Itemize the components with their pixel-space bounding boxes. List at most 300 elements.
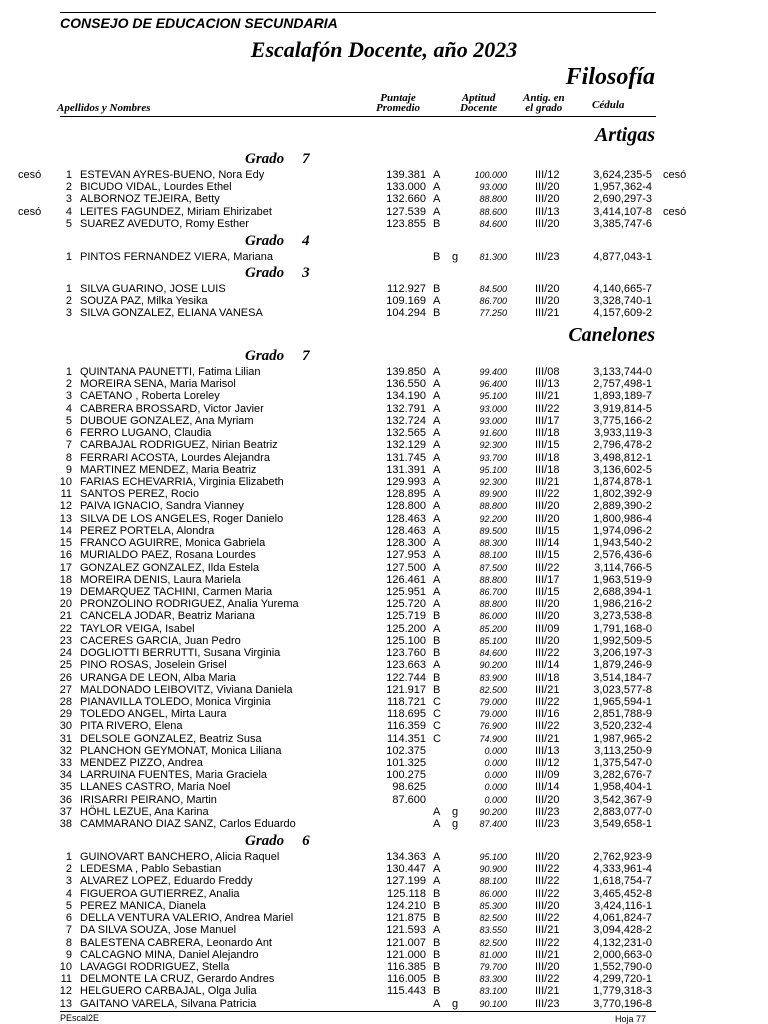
puntaje-promedio: 132.791	[386, 402, 426, 415]
cedula: 3,775,166-2	[593, 414, 652, 427]
aptitud-category: A	[433, 659, 441, 672]
teacher-name: SILVA DE LOS ANGELES, Roger Danielo	[80, 512, 284, 525]
aptitud-category: A	[433, 573, 441, 586]
puntaje-promedio: 128.895	[386, 488, 426, 501]
aptitud-category: A	[433, 295, 441, 308]
teacher-name: GONZALEZ GONZALEZ, Ilda Estela	[80, 561, 260, 574]
cedula: 1,974,096-2	[593, 524, 652, 537]
antiguedad-grado: III/08	[535, 366, 560, 378]
antiguedad-grado: III/22	[535, 912, 560, 925]
row-number: 38	[59, 818, 72, 831]
row-number: 7	[65, 924, 72, 937]
row-number: 33	[59, 757, 72, 770]
aptitud-category: B	[433, 634, 441, 647]
teacher-name: SOUZA PAZ, Milka Yesika	[80, 295, 208, 308]
teacher-name: PIANAVILLA TOLEDO, Monica Virginia	[80, 695, 271, 708]
cedula: 1,800,986-4	[593, 512, 652, 525]
cedula: 3,328,740-1	[593, 295, 652, 308]
teacher-name: CAETANO , Roberta Loreley	[80, 390, 220, 403]
aptitud-category: B	[433, 960, 441, 973]
header-rule	[60, 116, 656, 117]
aptitud-category: B	[433, 307, 441, 320]
table-row	[0, 708, 768, 720]
teacher-name: GUINOVART BANCHERO, Alicia Raquel	[80, 851, 280, 863]
aptitud-category: A	[433, 402, 441, 415]
cedula: 1,957,362-4	[593, 181, 652, 194]
teacher-name: DELLA VENTURA VALERIO, Andrea Mariel	[80, 912, 294, 925]
aptitud-docente: 95.100	[479, 391, 507, 402]
antiguedad-grado: III/21	[535, 307, 560, 320]
cedula: 3,414,107-8	[593, 205, 652, 218]
row-number: 31	[59, 732, 72, 745]
footer-code: PEscal2E	[60, 1013, 100, 1023]
row-number: 8	[65, 451, 72, 464]
aptitud-docente: 99.400	[479, 367, 507, 377]
antiguedad-grado: III/21	[535, 683, 560, 696]
table-row	[0, 806, 768, 818]
puntaje-promedio: 115.443	[387, 985, 426, 998]
aptitud-category: C	[433, 720, 441, 733]
antiguedad-grado: III/22	[535, 720, 560, 733]
row-number: 1	[65, 366, 72, 378]
row-number: 4	[65, 402, 72, 415]
aptitud-category: B	[433, 647, 441, 660]
aptitud-docente: 83.550	[479, 925, 507, 936]
aptitud-docente: 89.500	[479, 525, 507, 536]
puntaje-promedio: 128.800	[386, 500, 426, 513]
flag-mark: g	[452, 251, 459, 263]
teacher-name: DEMARQUEZ TACHINI, Carmen Maria	[80, 585, 273, 598]
antiguedad-grado: III/20	[535, 634, 560, 647]
row-number: 27	[59, 683, 72, 696]
puntaje-promedio: 121.593	[386, 924, 426, 937]
puntaje-promedio: 124.210	[386, 899, 426, 912]
row-number: 3	[65, 307, 72, 320]
antiguedad-grado: III/20	[535, 960, 560, 973]
aptitud-category: B	[433, 973, 441, 986]
grado-label: Grado	[245, 348, 285, 364]
row-number: 30	[59, 720, 72, 733]
aptitud-category: A	[433, 805, 441, 818]
table-row	[0, 464, 768, 476]
antiguedad-grado: III/21	[535, 924, 560, 937]
teacher-name: LAVAGGI RODRIGUEZ, Stella	[80, 960, 230, 973]
antiguedad-grado: III/12	[535, 169, 560, 181]
aptitud-docente: 0.000	[484, 794, 507, 805]
teacher-name: CANCELA JODAR, Beatriz Mariana	[80, 610, 255, 623]
teacher-name: CARBAJAL RODRIGUEZ, Nirian Beatriz	[80, 439, 278, 452]
antiguedad-grado: III/22	[535, 973, 560, 986]
row-number: 28	[59, 695, 72, 708]
table-row	[0, 998, 768, 1010]
puntaje-promedio: 121.917	[386, 683, 426, 696]
teacher-name: ALBORNOZ TEJEIRA, Betty	[80, 193, 220, 206]
aptitud-docente: 88.800	[479, 501, 507, 512]
aptitud-docente: 85.200	[479, 623, 507, 634]
puntaje-promedio: 134.363	[386, 851, 426, 863]
status-note-right: cesó	[663, 205, 687, 218]
puntaje-promedio: 132.565	[386, 427, 426, 440]
grado-header	[245, 151, 310, 168]
cedula: 3,520,232-4	[593, 720, 652, 733]
org-name: CONSEJO DE EDUCACION SECUNDARIA	[60, 15, 338, 31]
table-row	[0, 598, 768, 610]
aptitud-docente: 82.500	[479, 684, 507, 695]
aptitud-category: A	[433, 488, 441, 501]
table-row	[0, 193, 768, 205]
table-row	[0, 206, 768, 218]
antiguedad-grado: III/14	[535, 781, 560, 794]
grado-header	[245, 348, 310, 365]
col-header-aptitud-line2: Docente	[460, 102, 498, 114]
aptitud-category: B	[433, 217, 441, 230]
aptitud-category: A	[433, 366, 441, 378]
table-row	[0, 684, 768, 696]
aptitud-category: A	[433, 524, 441, 537]
aptitud-docente: 89.900	[479, 489, 507, 500]
puntaje-promedio: 132.129	[386, 439, 426, 452]
teacher-name: FERRO LUGANO, Claudia	[80, 427, 212, 440]
table-row	[0, 415, 768, 427]
flag-mark: g	[452, 805, 459, 818]
aptitud-category: A	[433, 451, 441, 464]
cedula: 2,889,390-2	[593, 500, 652, 513]
col-header-puntaje-line1: Puntaje	[380, 92, 416, 104]
table-row	[0, 623, 768, 635]
puntaje-promedio: 128.463	[386, 524, 426, 537]
row-number: 4	[65, 887, 72, 900]
table-row	[0, 537, 768, 549]
teacher-name: HELGUERO CARBAJAL, Olga Julia	[80, 985, 257, 998]
aptitud-docente: 0.000	[484, 770, 507, 781]
puntaje-promedio: 132.660	[386, 193, 426, 206]
aptitud-category: B	[433, 936, 441, 949]
teacher-name: TAYLOR VEIGA, Isabel	[80, 622, 195, 635]
aptitud-docente: 92.300	[479, 476, 507, 487]
department-title: Artigas	[594, 124, 655, 146]
table-row	[0, 900, 768, 912]
antiguedad-grado: III/17	[535, 573, 560, 586]
puntaje-promedio: 125.720	[386, 598, 426, 611]
aptitud-docente: 95.100	[479, 464, 507, 475]
row-number: 5	[65, 414, 72, 427]
aptitud-docente: 91.600	[479, 428, 507, 439]
row-number: 22	[59, 622, 72, 635]
row-number: 1	[65, 283, 72, 295]
antiguedad-grado: III/22	[535, 402, 560, 415]
antiguedad-grado: III/13	[535, 378, 560, 391]
puntaje-promedio: 133.000	[386, 181, 426, 194]
aptitud-docente: 90.200	[479, 806, 507, 817]
teacher-name: DELMONTE LA CRUZ, Gerardo Andres	[80, 973, 275, 986]
table-row	[0, 647, 768, 659]
row-number: 13	[59, 997, 72, 1010]
aptitud-docente: 79.700	[479, 961, 507, 972]
antiguedad-grado: III/21	[535, 985, 560, 998]
puntaje-promedio: 125.719	[386, 610, 426, 623]
row-number: 1	[65, 169, 72, 181]
aptitud-category: A	[433, 598, 441, 611]
table-row	[0, 586, 768, 598]
table-row	[0, 672, 768, 684]
puntaje-promedio: 127.199	[386, 875, 426, 888]
table-row	[0, 949, 768, 961]
row-number: 6	[65, 427, 72, 440]
page-title: Escalafón Docente, año 2023	[250, 37, 518, 62]
row-number: 9	[65, 948, 72, 961]
aptitud-docente: 93.000	[479, 403, 507, 414]
row-number: 15	[59, 537, 72, 550]
aptitud-docente: 85.100	[479, 635, 507, 646]
row-number: 2	[65, 295, 72, 308]
aptitud-docente: 92.200	[479, 513, 507, 524]
grado-header	[245, 833, 310, 850]
aptitud-category: C	[433, 708, 441, 721]
row-number: 25	[59, 659, 72, 672]
teacher-name: SILVA GONZALEZ, ELIANA VANESA	[80, 307, 263, 320]
aptitud-docente: 83.100	[479, 986, 507, 997]
footer-rule	[60, 1011, 656, 1012]
aptitud-category: A	[433, 193, 441, 206]
aptitud-category: A	[433, 863, 441, 876]
puntaje-promedio: 130.447	[386, 863, 426, 876]
aptitud-category: A	[433, 390, 441, 403]
teacher-name: FERRARI ACOSTA, Lourdes Alejandra	[80, 451, 270, 464]
antiguedad-grado: III/13	[535, 205, 560, 218]
teacher-name: BALESTENA CABRERA, Leonardo Ant	[80, 936, 272, 949]
teacher-name: ALVAREZ LOPEZ, Eduardo Freddy	[80, 875, 253, 888]
aptitud-category: A	[433, 924, 441, 937]
antiguedad-grado: III/20	[535, 610, 560, 623]
row-number: 32	[59, 744, 72, 757]
table-row	[0, 452, 768, 464]
cedula: 2,688,394-1	[593, 585, 652, 598]
row-number: 1	[65, 251, 72, 263]
aptitud-category: A	[433, 169, 441, 181]
table-row	[0, 696, 768, 708]
table-row	[0, 635, 768, 647]
table-row	[0, 251, 768, 263]
puntaje-promedio: 123.663	[386, 659, 426, 672]
teacher-name: QUINTANA PAUNETTI, Fatima Lilian	[80, 366, 261, 378]
aptitud-category: A	[433, 561, 441, 574]
teacher-name: MOREIRA SENA, Maria Marisol	[80, 378, 236, 391]
table-row	[0, 295, 768, 307]
row-number: 9	[65, 463, 72, 476]
grado-label: Grado	[245, 233, 285, 249]
antiguedad-grado: III/21	[535, 948, 560, 961]
aptitud-category: A	[433, 181, 441, 194]
puntaje-promedio: 123.760	[386, 647, 426, 660]
aptitud-docente: 93.000	[479, 415, 507, 426]
teacher-name: PLANCHON GEYMONAT, Monica Liliana	[80, 744, 282, 757]
table-row	[0, 169, 768, 181]
aptitud-category: A	[433, 414, 441, 427]
grado-label: Grado	[245, 265, 285, 281]
cedula: 4,061,824-7	[593, 912, 652, 925]
antiguedad-grado: III/18	[535, 451, 560, 464]
grado-label: Grado	[245, 151, 285, 167]
col-header-cedula: Cédula	[592, 99, 625, 111]
grado-header	[245, 265, 310, 282]
antiguedad-grado: III/20	[535, 598, 560, 611]
antiguedad-grado: III/20	[535, 899, 560, 912]
puntaje-promedio: 125.118	[387, 887, 426, 900]
cedula: 3,273,538-8	[593, 610, 652, 623]
cedula: 1,987,965-2	[593, 732, 652, 745]
puntaje-promedio: 132.724	[386, 414, 426, 427]
puntaje-promedio: 109.169	[386, 295, 426, 308]
cedula: 4,877,043-1	[593, 251, 652, 263]
aptitud-docente: 93.700	[479, 452, 507, 463]
row-number: 10	[59, 475, 72, 488]
aptitud-category: A	[433, 875, 441, 888]
teacher-name: MENDEZ PIZZO, Andrea	[80, 757, 203, 770]
antiguedad-grado: III/20	[535, 181, 560, 194]
aptitud-category: B	[433, 683, 441, 696]
col-header-puntaje	[376, 93, 420, 113]
flag-mark: g	[452, 997, 459, 1010]
teacher-name: DA SILVA SOUZA, Jose Manuel	[80, 924, 237, 937]
antiguedad-grado: III/22	[535, 647, 560, 660]
aptitud-category: A	[433, 851, 441, 863]
aptitud-docente: 82.500	[479, 913, 507, 924]
puntaje-promedio: 121.007	[386, 936, 426, 949]
antiguedad-grado: III/09	[535, 769, 560, 782]
puntaje-promedio: 116.385	[387, 960, 426, 973]
cedula: 1,963,519-9	[593, 573, 652, 586]
cedula: 1,375,547-0	[593, 757, 652, 770]
teacher-name: DELSOLE GONZALEZ, Beatriz Susa	[80, 732, 262, 745]
teacher-name: CACERES GARCIA, Juan Pedro	[80, 634, 241, 647]
aptitud-docente: 86.000	[479, 611, 507, 622]
antiguedad-grado: III/20	[535, 793, 560, 806]
antiguedad-grado: III/09	[535, 622, 560, 635]
cedula: 1,802,392-9	[593, 488, 652, 501]
status-note: cesó	[18, 169, 42, 181]
teacher-name: FARIAS ECHEVARRIA, Virginia Elizabeth	[80, 475, 284, 488]
aptitud-docente: 84.600	[479, 648, 507, 659]
aptitud-docente: 76.900	[479, 721, 507, 732]
puntaje-promedio: 104.294	[386, 307, 426, 320]
aptitud-category: A	[433, 205, 441, 218]
aptitud-docente: 88.800	[479, 194, 507, 205]
cedula: 2,576,436-6	[593, 549, 652, 562]
cedula: 3,624,235-5	[593, 169, 652, 181]
table-row	[0, 476, 768, 488]
row-number: 11	[60, 973, 72, 986]
teacher-name: SUAREZ AVEDUTO, Romy Esther	[80, 217, 249, 230]
row-number: 37	[59, 805, 72, 818]
cedula: 4,333,961-4	[593, 863, 652, 876]
aptitud-docente: 86.700	[479, 296, 507, 307]
teacher-name: MOREIRA DENIS, Laura Mariela	[80, 573, 241, 586]
cedula: 3,114,766-5	[594, 561, 652, 574]
table-row	[0, 924, 768, 936]
antiguedad-grado: III/22	[535, 695, 560, 708]
cedula: 1,943,540-2	[593, 537, 652, 550]
row-number: 34	[59, 769, 72, 782]
puntaje-promedio: 136.550	[386, 378, 426, 391]
row-number: 5	[65, 217, 72, 230]
puntaje-promedio: 127.953	[386, 549, 426, 562]
teacher-name: ESTEVAN AYRES-BUENO, Nora Edy	[80, 169, 265, 181]
puntaje-promedio: 87.600	[392, 793, 426, 806]
aptitud-docente: 74.900	[479, 733, 507, 744]
aptitud-category: A	[433, 463, 441, 476]
cedula: 3,282,676-7	[593, 769, 652, 782]
antiguedad-grado: III/21	[535, 475, 560, 488]
puntaje-promedio: 100.275	[386, 769, 426, 782]
cedula: 4,299,720-1	[593, 973, 652, 986]
teacher-name: SILVA GUARINO, JOSE LUIS	[80, 283, 226, 295]
cedula: 4,157,609-2	[593, 307, 652, 320]
antiguedad-grado: III/14	[535, 659, 560, 672]
aptitud-category: A	[433, 427, 441, 440]
puntaje-promedio: 121.000	[386, 948, 426, 961]
cedula: 2,757,498-1	[593, 378, 652, 391]
puntaje-promedio: 114.351	[387, 732, 426, 745]
table-row	[0, 794, 768, 806]
antiguedad-grado: III/23	[535, 997, 560, 1010]
col-header-antig-line2: el grado	[525, 102, 563, 114]
teacher-name: PINO ROSAS, Joselein Grisel	[80, 659, 227, 672]
aptitud-docente: 77.250	[479, 308, 507, 319]
antiguedad-grado: III/20	[535, 851, 560, 863]
table-row	[0, 875, 768, 887]
row-number: 3	[65, 193, 72, 206]
antiguedad-grado: III/20	[535, 193, 560, 206]
teacher-name: FRANCO AGUIRRE, Monica Gabriela	[80, 537, 266, 550]
table-row	[0, 757, 768, 769]
aptitud-category: B	[433, 985, 441, 998]
antiguedad-grado: III/15	[535, 549, 560, 562]
teacher-name: DOGLIOTTI BERRUTTI, Susana Virginia	[80, 647, 281, 660]
cedula: 1,618,754-7	[593, 875, 652, 888]
puntaje-promedio: 98.625	[392, 781, 426, 794]
teacher-name: LEITES FAGUNDEZ, Miriam Ehirizabet	[80, 205, 272, 218]
cedula: 1,874,878-1	[593, 475, 652, 488]
antiguedad-grado: III/15	[535, 439, 560, 452]
aptitud-docente: 87.400	[479, 819, 507, 830]
aptitud-category: A	[433, 622, 441, 635]
antiguedad-grado: III/21	[535, 732, 560, 745]
flag-mark: g	[452, 818, 459, 831]
aptitud-docente: 88.100	[479, 550, 507, 561]
aptitud-docente: 82.500	[479, 937, 507, 948]
cedula: 3,113,250-9	[594, 744, 652, 757]
puntaje-promedio: 134.190	[386, 390, 426, 403]
teacher-name: LEDESMA , Pablo Sebastian	[80, 863, 222, 876]
aptitud-docente: 79.000	[479, 696, 507, 707]
antiguedad-grado: III/12	[535, 757, 560, 770]
teacher-name: CALCAGNO MINA, Daniel Alejandro	[80, 948, 259, 961]
puntaje-promedio: 126.461	[386, 573, 426, 586]
table-row	[0, 912, 768, 924]
department-title: Canelones	[568, 324, 655, 346]
cedula: 1,958,404-1	[593, 781, 652, 794]
teacher-name: CABRERA BROSSARD, Victor Javier	[80, 402, 264, 415]
puntaje-promedio: 131.745	[386, 451, 426, 464]
status-note-right: cesó	[663, 169, 687, 181]
cedula: 1,552,790-0	[593, 960, 652, 973]
table-row	[0, 574, 768, 586]
aptitud-docente: 0.000	[484, 745, 507, 756]
antiguedad-grado: III/22	[535, 863, 560, 876]
antiguedad-grado: III/22	[535, 488, 560, 501]
row-number: 1	[65, 851, 72, 863]
col-header-puntaje-line2: Promedio	[376, 102, 420, 114]
